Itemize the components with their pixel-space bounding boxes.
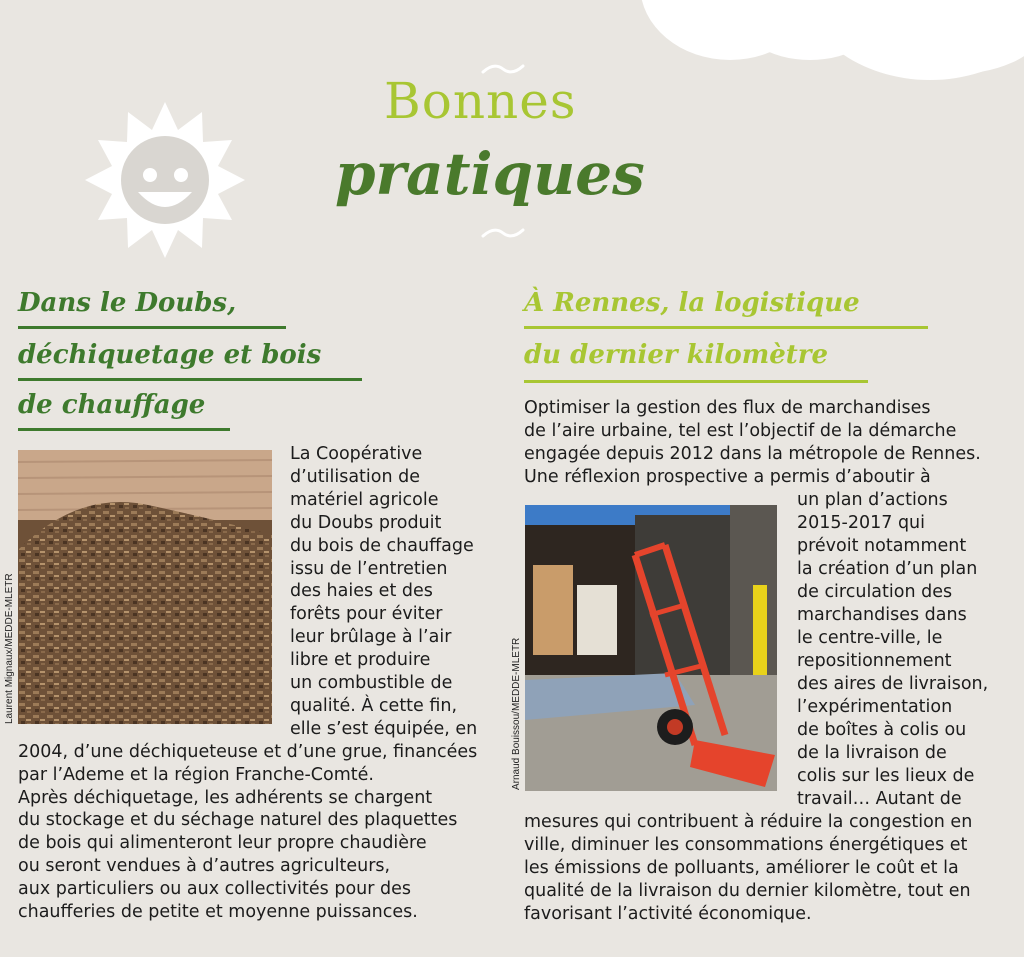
body-text-line: Une réflexion prospective a permis d’aboutir à <box>524 467 931 487</box>
body-text-line: mesures qui contribuent à réduire la congestion en <box>524 812 973 832</box>
body-text-line: libre et produire <box>290 650 431 671</box>
left-heading-rule <box>18 428 230 431</box>
body-text-line: ville, diminuer les consommations énergétiques et <box>524 835 968 855</box>
right-heading-line: du dernier kilomètre <box>524 340 829 370</box>
body-text-line: de l’aire urbaine, tel est l’objectif de la démarche <box>524 421 957 441</box>
body-text-line: 2004, d’une déchiqueteuse et d’une grue, financées <box>18 741 478 762</box>
body-text-line: d’utilisation de <box>290 466 421 487</box>
left-heading-line: déchiquetage et bois <box>18 340 322 370</box>
body-text-line: repositionnement <box>797 651 952 671</box>
left-heading-line: Dans le Doubs, <box>18 288 237 318</box>
right-photo-credit: Arnaud Bouissou/MEDDE-MLETR <box>511 637 522 790</box>
body-text-line: du Doubs produit <box>290 512 442 533</box>
body-text-line: un combustible de <box>290 673 453 693</box>
left-heading-rule <box>18 326 286 329</box>
body-text-line: du stockage et du séchage naturel des plaquettes <box>18 810 458 831</box>
body-text-line: La Coopérative <box>290 444 423 464</box>
body-text-line: marchandises dans <box>797 605 967 625</box>
body-text-line: de boîtes à colis ou <box>797 720 967 740</box>
body-text-line: 2015-2017 qui <box>797 513 926 533</box>
body-text-line: Optimiser la gestion des flux de marchandises <box>524 398 931 418</box>
page-title-bonnes: Bonnes <box>384 72 577 130</box>
body-text-line: chaufferies de petite et moyenne puissances. <box>18 902 418 922</box>
body-text-line: qualité. À cette fin, <box>290 695 458 716</box>
smiling-sun-icon <box>80 100 250 260</box>
body-text-line: prévoit notamment <box>797 536 967 556</box>
body-text-line: l’expérimentation <box>797 697 953 717</box>
body-text-line: forêts pour éviter <box>290 604 443 625</box>
body-text-line: aux particuliers ou aux collectivités pour des <box>18 879 412 900</box>
right-heading-rule <box>524 326 928 329</box>
wood-chips-photo <box>18 450 272 724</box>
body-text-line: favorisant l’activité économique. <box>524 904 812 924</box>
left-heading-rule <box>18 378 362 381</box>
body-text-line: de la livraison de <box>797 743 947 763</box>
title-squiggle-bottom <box>480 226 526 240</box>
body-text-line: issu de l’entretien <box>290 558 448 579</box>
body-text-line: engagée depuis 2012 dans la métropole de Rennes. <box>524 444 981 464</box>
body-text-line: ou seront vendues à d’autres agriculteurs, <box>18 856 391 877</box>
body-text-line: le centre-ville, le <box>797 628 943 648</box>
body-text-line: matériel agricole <box>290 489 439 510</box>
body-text-line: un plan d’actions <box>797 490 948 510</box>
body-text-line: de bois qui alimenteront leur propre chaudière <box>18 833 427 854</box>
body-text-line: les émissions de polluants, améliorer le coût et la <box>524 858 959 878</box>
body-text-line: du bois de chauffage <box>290 535 474 556</box>
body-text-line: Après déchiquetage, les adhérents se chargent <box>18 787 433 808</box>
body-text-line: elle s’est équipée, en <box>290 718 478 739</box>
right-heading-rule <box>524 380 868 383</box>
body-text-line: par l’Ademe et la région Franche-Comté. <box>18 764 374 785</box>
body-text-line: la création d’un plan <box>797 559 978 579</box>
body-text-line: colis sur les lieux de <box>797 766 975 786</box>
body-text-line: des aires de livraison, <box>797 674 989 694</box>
left-heading-line: de chauffage <box>18 390 206 420</box>
body-text-line: leur brûlage à l’air <box>290 627 452 648</box>
left-photo-credit: Laurent Mignaux/MEDDE-MLETR <box>4 573 15 724</box>
body-text-line: de circulation des <box>797 582 953 602</box>
body-text-line: qualité de la livraison du dernier kilomètre, tout en <box>524 881 971 901</box>
hand-truck-photo <box>525 505 777 791</box>
body-text-line: travail… Autant de <box>797 789 962 809</box>
right-heading-line: À Rennes, la logistique <box>524 288 860 318</box>
page-title-pratiques: pratiques <box>335 140 645 208</box>
body-text-line: des haies et des <box>290 581 433 602</box>
